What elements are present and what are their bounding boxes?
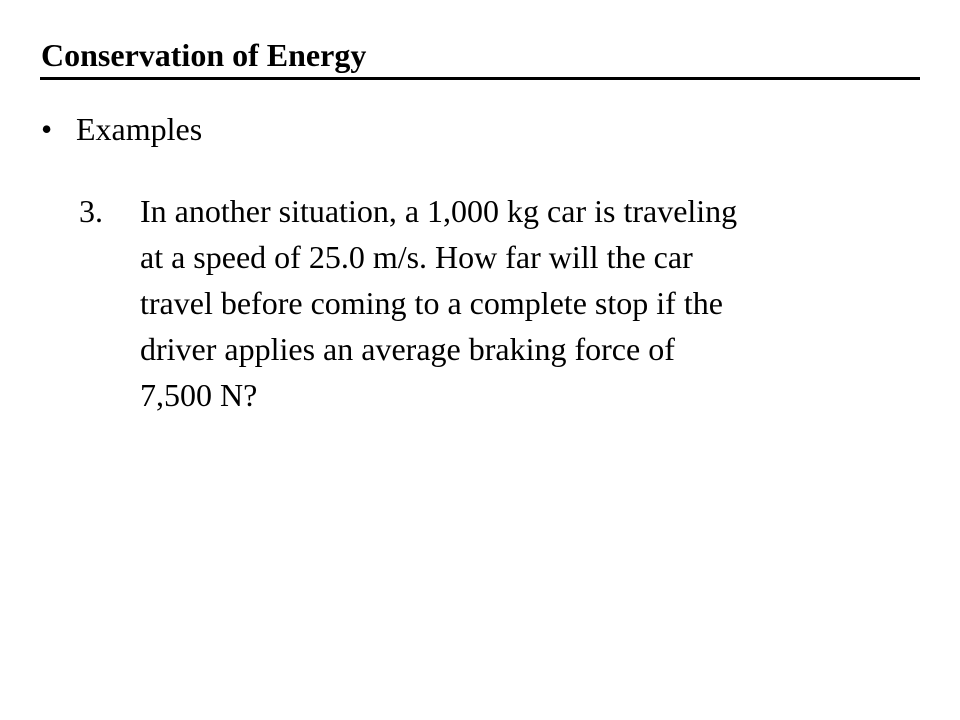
problem-text-line: at a speed of 25.0 m/s. How far will the car: [140, 239, 693, 275]
bullet-dot-icon: •: [41, 111, 53, 147]
bullet-label: Examples: [76, 111, 203, 147]
problem-text-line: 7,500 N?: [140, 377, 258, 413]
title-underline: [40, 77, 920, 80]
problem-text-line: In another situation, a 1,000 kg car is traveling: [140, 193, 738, 229]
problem-text-line: travel before coming to a complete stop if the: [140, 285, 723, 321]
problem-number: 3.: [79, 193, 103, 229]
bullet-item-examples: [41, 106, 202, 152]
problem-text-line: driver applies an average braking force of: [140, 331, 675, 367]
slide-title: Conservation of Energy: [41, 37, 367, 73]
